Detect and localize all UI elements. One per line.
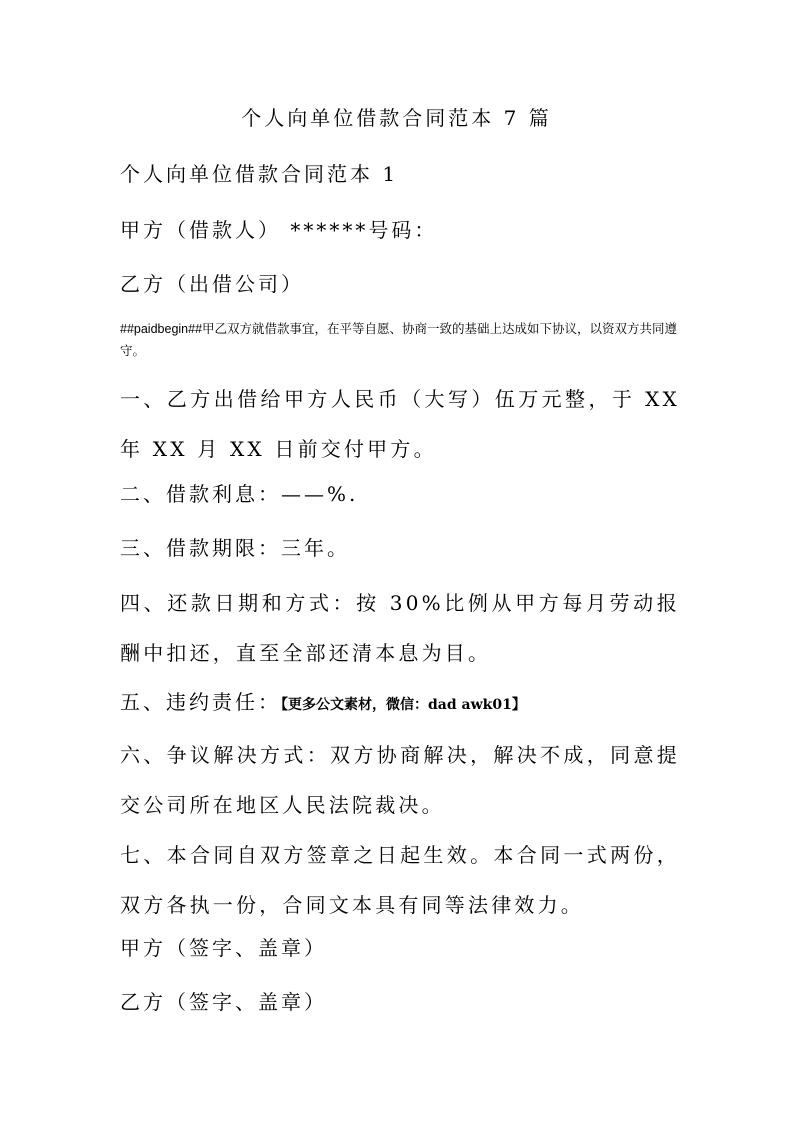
party-a-line: 甲方（借款人） ******号码： [120,218,438,242]
preamble-tag: ##paidbegin## [120,322,203,336]
clause-1: 一、乙方出借给甲方人民币（大写）伍万元整，于 XX 年 XX 月 XX 日前交付甲方。 [120,387,680,461]
signature-party-a: 甲方（签字、盖章） [120,936,327,960]
clause-5-label: 五、违约责任： [120,690,281,714]
section-heading: 个人向单位借款合同范本 1 [120,162,399,186]
party-b-line: 乙方（出借公司） [120,272,304,296]
clause-3: 三、借款期限：三年。 [120,536,350,560]
clause-7: 七、本合同自双方签章之日起生效。本合同一式两份，双方各执一份，合同文本具有同等法律效力。 [120,843,680,917]
clause-6: 六、争议解决方式：双方协商解决，解决不成，同意提交公司所在地区人民法院裁决。 [120,743,680,817]
clause-5 [120,686,680,721]
signature-party-b: 乙方（签字、盖章） [120,990,327,1014]
preamble-paragraph [120,318,680,362]
preamble-text: 甲乙双方就借款事宜，在平等自愿、协商一致的基础上达成如下协议，以资双方共同遵守。 [120,321,678,358]
clause-5-note: 【更多公文素材，微信：dad awk01】 [281,697,526,713]
clause-4: 四、还款日期和方式：按 30%比例从甲方每月劳动报酬中扣还，直至全部还清本息为目。 [120,591,680,665]
document-title: 个人向单位借款合同范本 7 篇 [241,106,552,130]
clause-2: 二、借款利息：——%. [120,482,359,506]
